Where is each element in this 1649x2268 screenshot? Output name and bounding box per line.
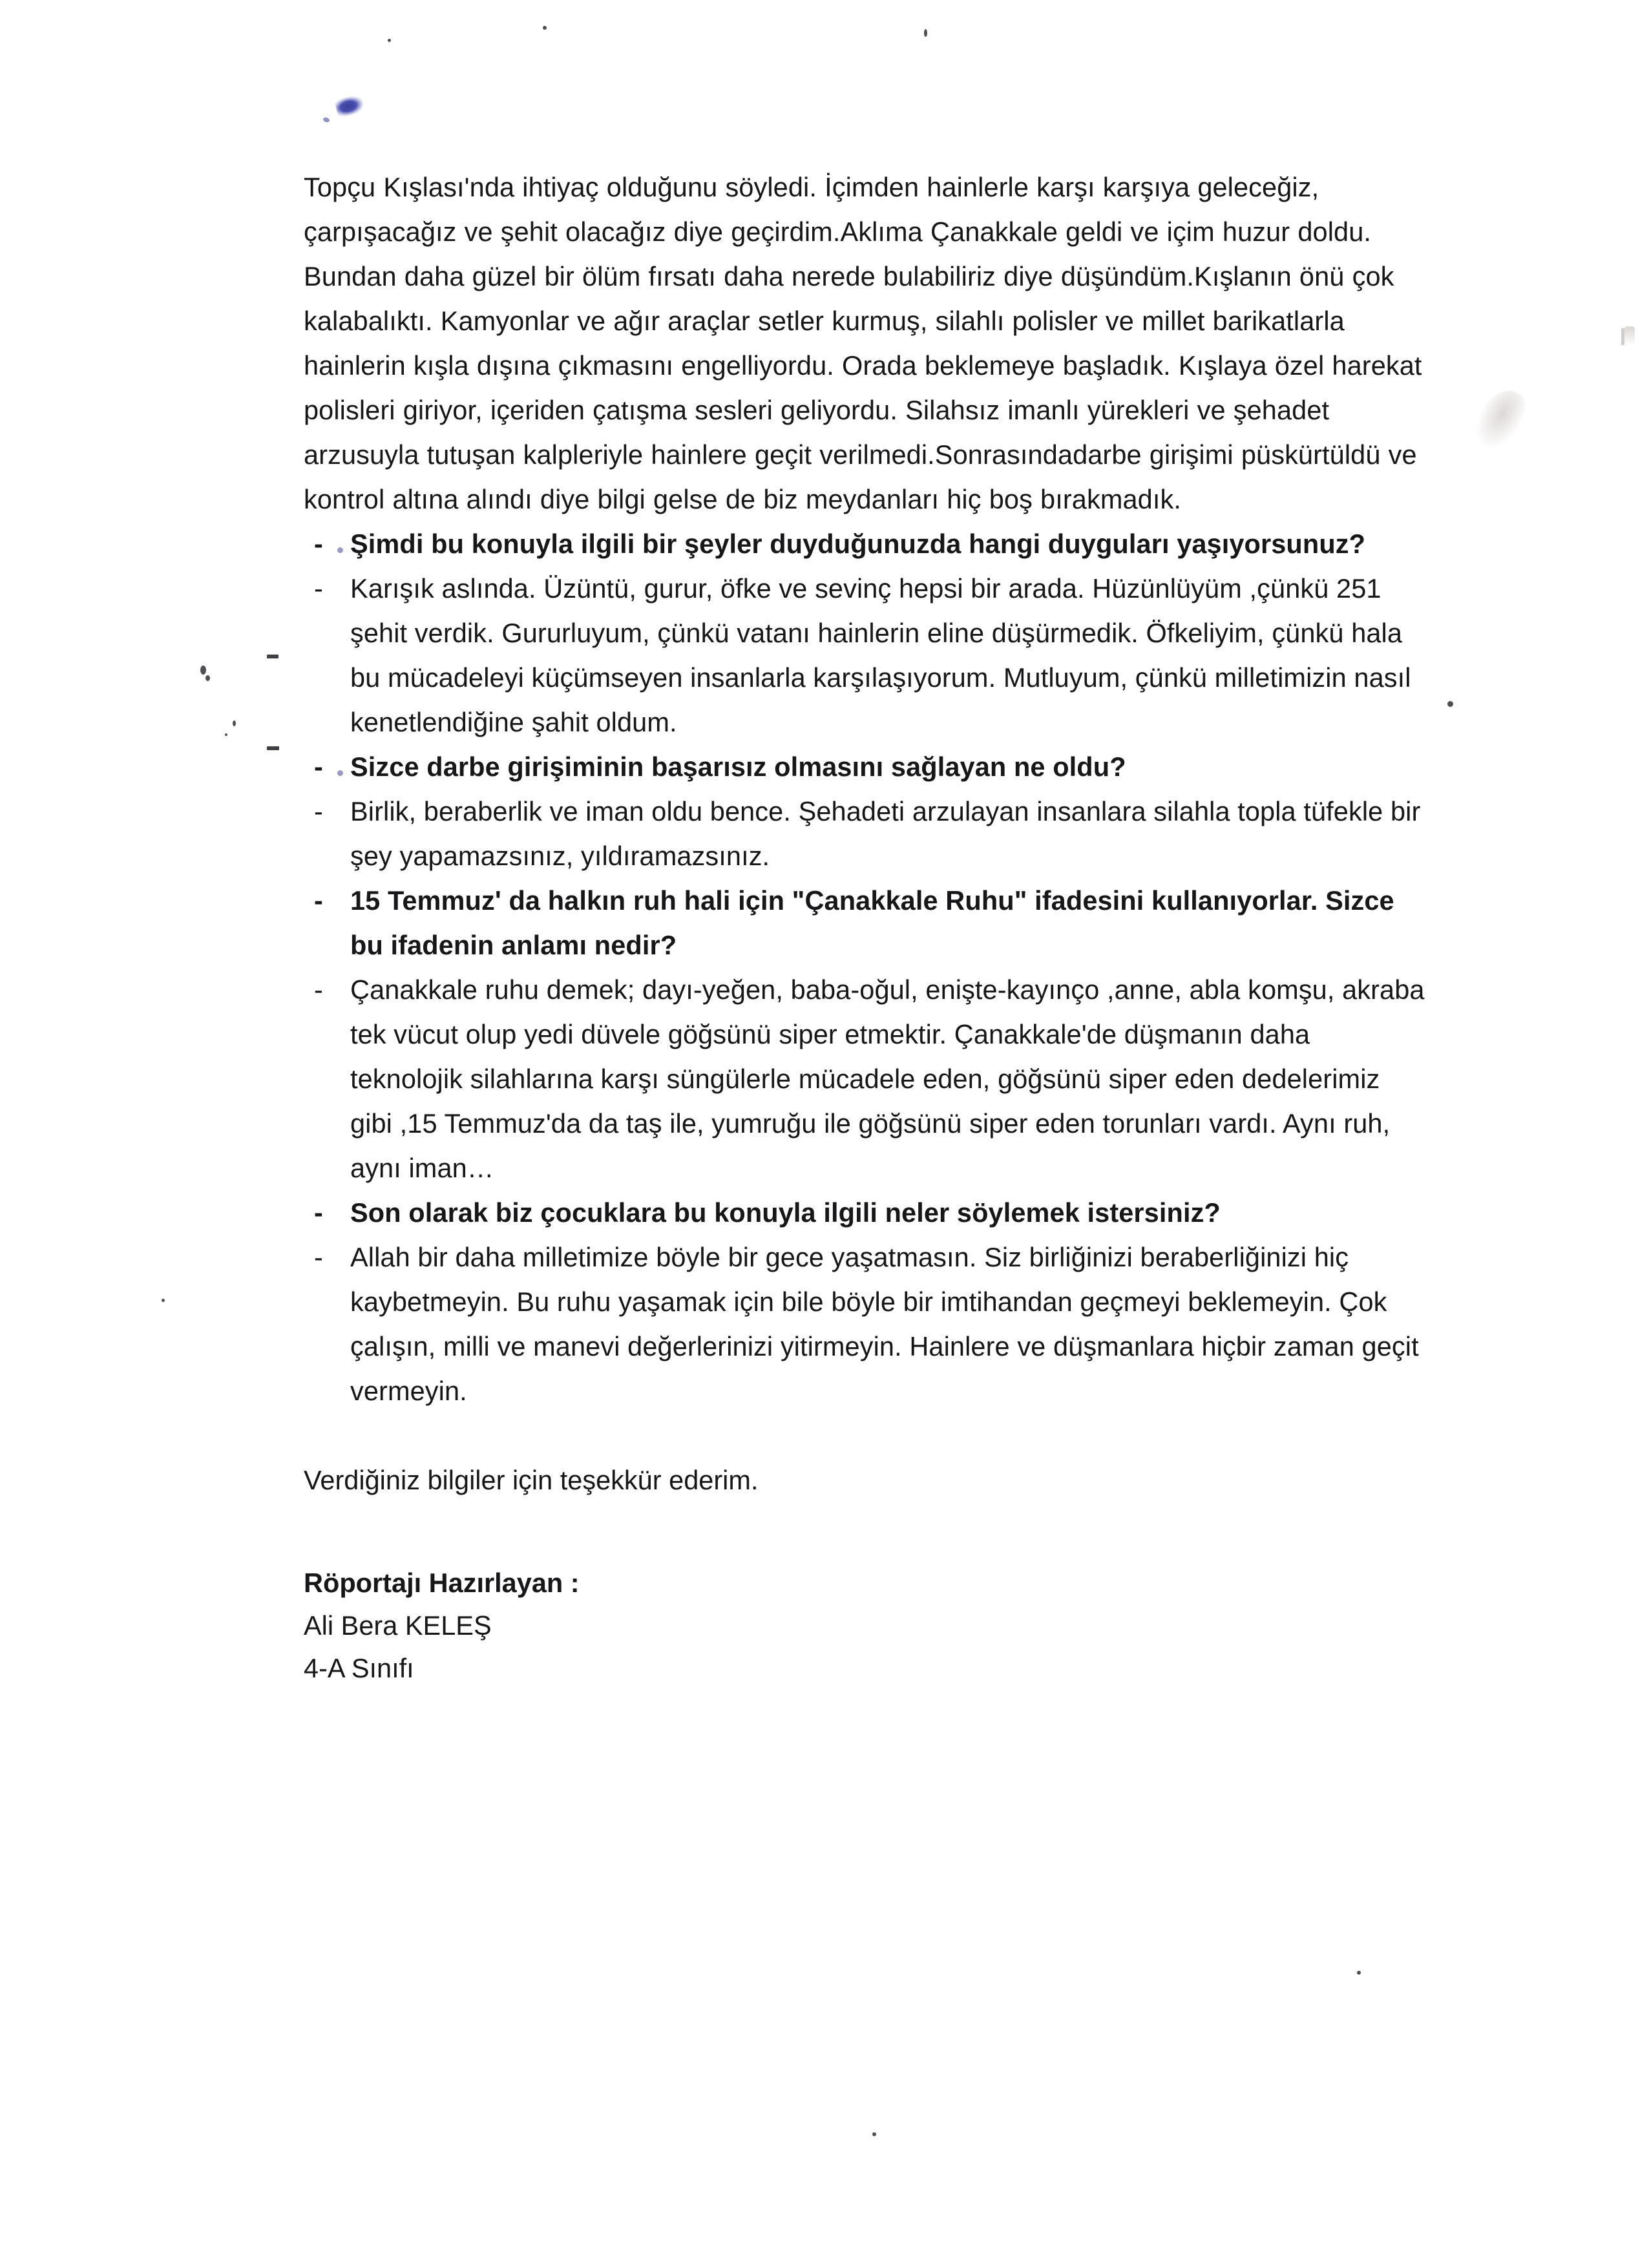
speck-artifact — [872, 2132, 876, 2136]
interview-answer: - Allah bir daha milletimize böyle bir gece yaşatmasın. Siz birliğinizi beraberliğinizi hiç kaybetmeyin. Bu ruhu yaşamak için bile böyle bir imtihandan geçmeyi beklemeyin. Çok çalışın, milli ve manevi değerlerinizi yitirmeyin. Hainlere ve düşmanlara hiçbir zaman geçit vermeyin. — [304, 1235, 1428, 1413]
dash-artifact — [267, 746, 279, 750]
interview-question: - 15 Temmuz' da halkın ruh hali için "Çanakkale Ruhu" ifadesini kullanıyorlar. Sizce bu ifadenin anlamı nedir? — [304, 878, 1428, 967]
interview-question: - Son olarak biz çocuklara bu konuyla ilgili neler söylemek istersiniz? — [304, 1190, 1428, 1235]
tick-mark-artifact — [1621, 328, 1624, 345]
interview-answer: - Çanakkale ruhu demek; dayı-yeğen, baba-oğul, enişte-kayınço ,anne, abla komşu, akraba tek vücut olup yedi düvele göğsünü siper etmektir. Çanakkale'de düşmanın daha teknolojik silahlarına karşı süngülerle mücadele eden, göğsünü siper eden dedelerimiz gibi ,15 Temmuz'da da taş ile, yumruğu ile göğsünü siper eden torunları vardı. Aynı ruh, aynı iman… — [304, 967, 1428, 1190]
document-body — [304, 165, 1428, 1690]
interview-exchange-list — [304, 521, 1428, 1413]
speck-artifact — [388, 39, 391, 42]
speck-artifact — [225, 733, 227, 736]
signature-title: Röportajı Hazırlayan : — [304, 1568, 580, 1598]
dash-artifact — [267, 655, 278, 658]
signature-block — [304, 1562, 1428, 1690]
spacer — [304, 1413, 1428, 1458]
signature-author-name: Ali Bera KELEŞ — [304, 1610, 492, 1641]
speck-artifact — [924, 29, 927, 37]
speck-artifact — [162, 1299, 165, 1302]
interview-answer: - Birlik, beraberlik ve iman oldu bence. Şehadeti arzulayan insanlara silahla topla tüfekle bir şey yapamazsınız, yıldıramazsınız. — [304, 789, 1428, 878]
ink-speck-artifact — [322, 117, 330, 123]
signature-author-class: 4-A Sınıfı — [304, 1653, 414, 1683]
spacer — [304, 1502, 1428, 1562]
speck-artifact — [543, 26, 547, 30]
smudge-artifact-right — [1467, 382, 1533, 456]
speck-artifact — [205, 675, 210, 681]
speck-artifact — [233, 720, 236, 726]
interview-question: - Şimdi bu konuyla ilgili bir şeyler duyduğunuzda hangi duyguları yaşıyorsunuz? — [304, 521, 1428, 566]
closing-thanks-line: Verdiğiniz bilgiler için teşekkür ederim. — [304, 1465, 759, 1495]
interview-question: - Sizce darbe girişiminin başarısız olmasını sağlayan ne oldu? — [304, 744, 1428, 789]
speck-artifact — [200, 666, 206, 675]
intro-paragraph: Topçu Kışlası'nda ihtiyaç olduğunu söyledi. İçimden hainlerle karşı karşıya geleceğiz, çarpışacağız ve şehit olacağız diye geçirdim.Aklıma Çanakkale geldi ve içim huzur doldu. Bundan daha güzel bir ölüm fırsatı daha nerede bulabiliriz diye düşündüm.Kışlanın önü çok kalabalıktı. Kamyonlar ve ağır araçlar setler kurmuş, silahlı polisler ve millet barikatlarla hainlerin kışla dışına çıkmasını engelliyordu. Orada beklemeye başladık. Kışlaya özel harekat polisleri giriyor, içeriden çatışma sesleri geliyordu. Silahsız imanlı yürekleri ve şehadet arzusuyla tutuşan kalpleriyle hainlere geçit verilmedi.Sonrasındadarbe girişimi püskürtüldü ve kontrol altına alındı diye bilgi gelse de biz meydanları hiç boş bırakmadık. — [304, 172, 1422, 514]
speck-artifact — [1447, 701, 1453, 707]
speck-artifact — [1357, 1971, 1361, 1975]
smudge-artifact-right-edge — [1624, 326, 1635, 346]
interview-answer: - Karışık aslında. Üzüntü, gurur, öfke ve sevinç hepsi bir arada. Hüzünlüyüm ,çünkü 251 şehit verdik. Gururluyum, çünkü vatanı hainlerin eline düşürmedik. Öfkeliyim, çünkü hala bu mücadeleyi küçümseyen insanlarla karşılaşıyorum. Mutluyum, çünkü milletimizin nasıl kenetlendiğine şahit oldum. — [304, 566, 1428, 744]
ink-blot-artifact — [334, 94, 365, 118]
